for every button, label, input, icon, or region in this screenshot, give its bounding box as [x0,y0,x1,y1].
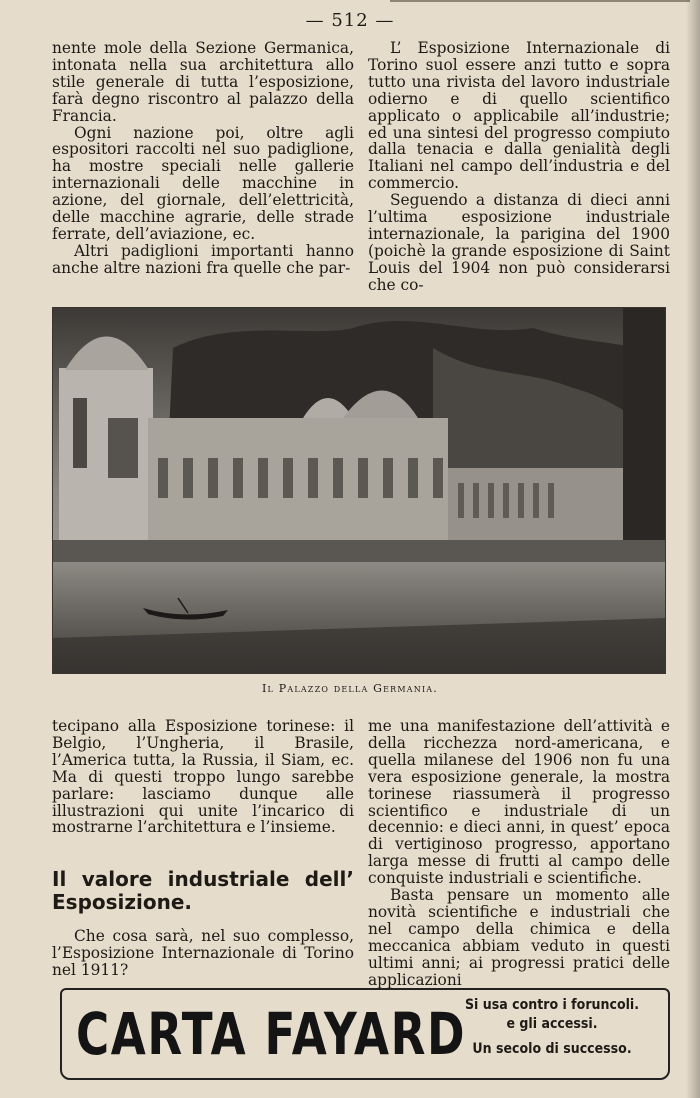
page-edge-shadow [686,0,700,1098]
paragraph: L’ Esposizione Internazionale di Torino suol essere anzi tutto e sopra tutto una rivista del lavoro industriale odierno e di quello scientifico applicato o applicabile all’industrie; ed una sintesi del progresso compiuto dalla tenacia e dalla genialità degli Italiani nel campo dell’industria e del commercio. [368,39,670,193]
advert-line: Si usa contro i foruncoli. [464,997,640,1013]
advertisement-box [60,988,670,1080]
paragraph: Ogni nazione poi, oltre agli espositori raccolti nel suo padiglione, ha mostre speciali nelle gallerie internazionali delle macchine in azione, del giornale, dell’elettricità, delle macchine agrarie, delle strade ferrate, dell’aviazione, ec. [52,123,354,243]
section-heading: Il valore industriale dell’ Esposizione. [52,867,354,915]
advert-text [442,996,662,1059]
advert-line: e gli accessi. [506,1016,598,1032]
paragraph: tecipano alla Esposizione torinese: il Belgio, l’Ungheria, il Brasile, l’America tutta, la Russia, il Siam, ec. Ma di questi troppo lungo sarebbe parlare: lasciamo dunque alle illustrazioni qui unite l’incarico di mostrarne l’architettura e l’insieme. [52,717,354,837]
advert-line: Un secolo di successo. [472,1041,632,1057]
engraving-palazzo-germania [52,307,666,674]
column-bottom-left [52,718,354,979]
paragraph: Seguendo a distanza di dieci anni l’ultima esposizione industriale internazionale, la parigina del 1900 (poichè la grande esposizione di Saint Louis del 1904 non può considerarsi che co- [368,191,670,294]
paragraph: me una manifestazione dell’attività e della ricchezza nord-americana, e quella milanese del 1906 non fu una vera esposizione generale, la mostra torinese riassumerà il progresso scientifico e industriale di un decennio: e dieci anni, in quest’ epoca di vertiginoso progresso, apportano larga messe di frutti al campo delle conquiste industriali e scientifiche. [368,717,670,888]
column-bottom-right [368,718,670,989]
paragraph: nente mole della Sezione Germanica, intonata nella sua architettura allo stile generale di tutta l’esposizione, farà degno riscontro al palazzo della Francia. [52,39,354,125]
header-rule [390,0,690,2]
paragraph: Altri padiglioni importanti hanno anche altre nazioni fra quelle che par- [52,241,354,277]
column-top-right [368,40,670,294]
column-top-left [52,40,354,277]
advert-title: CARTA FAYARD [76,1000,467,1068]
figure-caption: Il Palazzo della Germania. [261,682,438,695]
paragraph: Basta pensare un momento alle novità scientifiche e industriali che nel campo della chimica e della meccanica abbiam veduto in questi ultimi anni; ai progressi pratici delle applicazioni [368,886,670,989]
paragraph: Che cosa sarà, nel suo complesso, l’Esposizione Internazionale di Torino nel 1911? [52,927,354,980]
page-number: — 512 — [305,10,395,31]
